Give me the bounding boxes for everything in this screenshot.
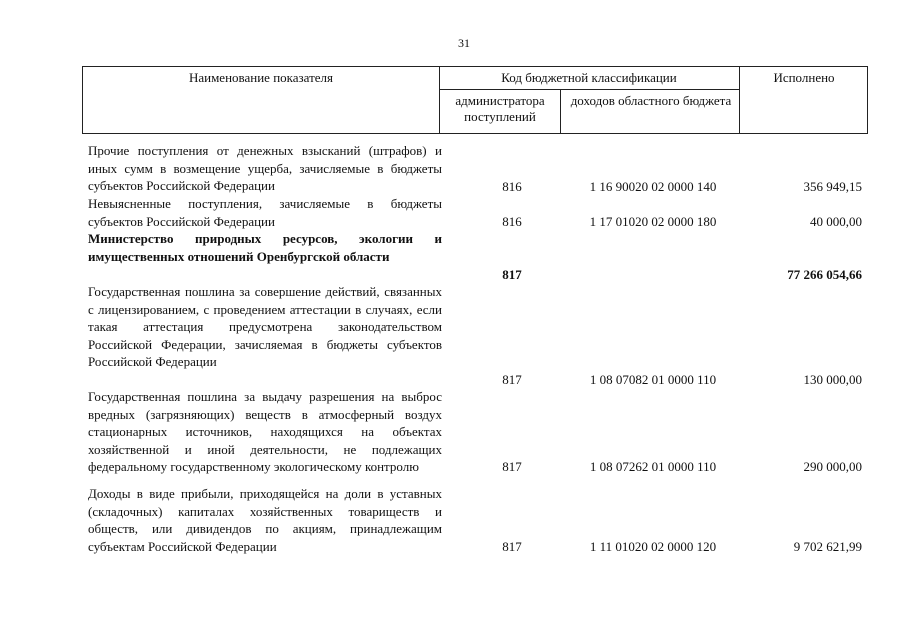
row-amount: 130 000,00 <box>803 371 862 387</box>
row-name: Министерство природных ресурсов, экологии и имущественных отношений Оренбургской области <box>88 231 442 264</box>
header-executed: Исполнено <box>773 70 835 85</box>
row-amount: 356 949,15 <box>803 178 862 194</box>
row-amount: 77 266 054,66 <box>787 266 862 282</box>
table-row <box>82 283 868 388</box>
row-name: Невыясненные поступления, зачисляемые в бюджеты субъектов Российской Федерации <box>88 196 442 229</box>
row-budget-code: 1 08 07082 01 0000 110 <box>589 371 717 387</box>
row-admin-code: 816 <box>502 178 522 194</box>
table-row <box>82 230 868 283</box>
row-name: Прочие поступления от денежных взысканий (штрафов) и иных сумм в возмещение ущерба, зачисляемые в бюджеты субъектов Российской Федерации <box>88 143 442 193</box>
row-admin-code: 817 <box>502 458 522 474</box>
header-name: Наименование показателя <box>188 70 334 85</box>
header-divider <box>560 89 561 133</box>
row-admin-code: 816 <box>502 213 522 229</box>
table-row <box>82 388 868 475</box>
row-budget-code: 1 11 01020 02 0000 120 <box>589 538 717 554</box>
row-amount: 40 000,00 <box>810 213 862 229</box>
header-divider <box>439 89 739 90</box>
row-budget-code: 1 16 90020 02 0000 140 <box>589 178 717 194</box>
row-budget-code: 1 17 01020 02 0000 180 <box>589 213 717 229</box>
table-row <box>82 195 868 230</box>
header-income: доходов областного бюджета <box>570 93 732 108</box>
row-name: Государственная пошлина за выдачу разрешения на выброс вредных (загрязняющих) веществ в атмосферный воздух стационарных источников, находящихся на объектах хозяйственной и иной деятельности, не подлежащих федеральному государственному экологическому контролю <box>88 389 442 474</box>
table-row <box>82 142 868 195</box>
row-admin-code: 817 <box>502 538 522 554</box>
row-name: Государственная пошлина за совершение действий, связанных с лицензированием, с проведением аттестации в случаях, если такая аттестация предусмотрена законодательством Российской Федерации, зачисляемая в бюджеты субъектов Российской Федерации <box>88 284 442 369</box>
row-budget-code: 1 08 07262 01 0000 110 <box>589 458 717 474</box>
header-admin: администратора поступлений <box>455 93 545 124</box>
row-amount: 9 702 621,99 <box>793 538 862 554</box>
header-code-group: Код бюджетной классификации <box>501 70 677 85</box>
row-admin-code: 817 <box>502 266 522 282</box>
row-admin-code: 817 <box>502 371 522 387</box>
row-amount: 290 000,00 <box>803 458 862 474</box>
page-number: 31 <box>458 36 470 50</box>
row-name: Доходы в виде прибыли, приходящейся на доли в уставных (складочных) капиталах хозяйственных товариществ и обществ, или дивидендов по акциям, принадлежащим субъектам Российской Федерации <box>88 486 442 554</box>
table-row <box>82 485 868 555</box>
table-header <box>82 66 868 134</box>
